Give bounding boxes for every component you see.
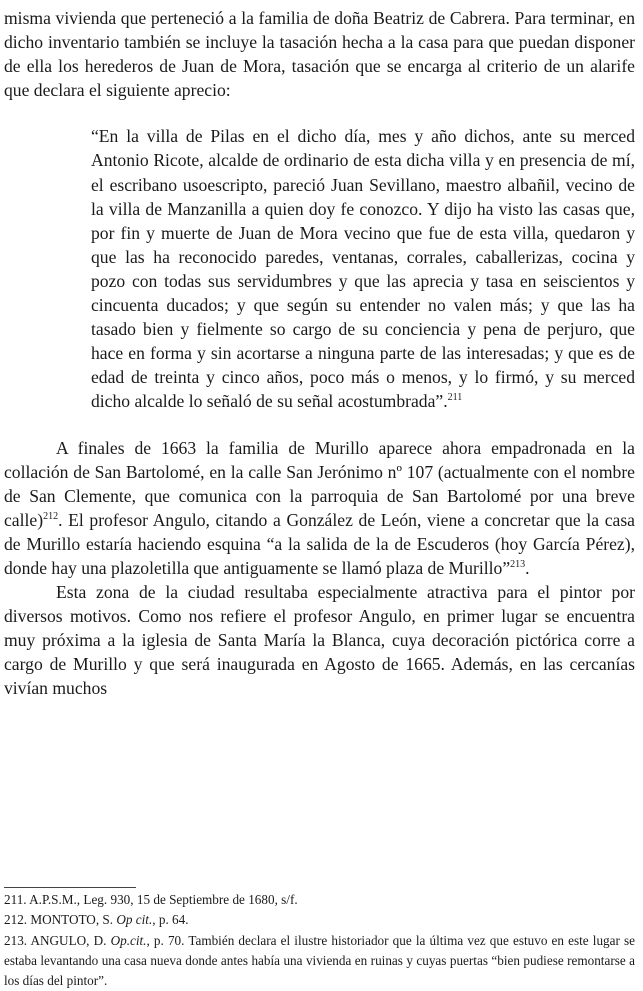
footnote-213 <box>4 931 635 991</box>
footnote-213-italic: Op.cit. <box>110 932 147 948</box>
footnote-ref-211: 211 <box>447 392 463 404</box>
paragraph-2-text-b: . El profesor Angulo, citando a González de León, viene a concretar que la casa de Murillo estaría haciendo esquina “a la salida de la de Escuderos (hoy García Pérez), donde hay una plazoletilla que antiguamente se llamó plaza de Murillo” <box>4 509 635 578</box>
footnote-212-text-b: , p. 64. <box>152 912 189 928</box>
quote-text: “En la villa de Pilas en el dicho día, mes y año dichos, ante su merced Antonio Ricote, alcalde de ordinario de esta dicha villa y en presencia de mí, el escribano usoescripto, pareció Juan Sevillano, maestro albañil, vecino de la villa de Manzanilla a quien doy fe conozco. Y dijo ha visto las casas que, por fin y muerte de Juan de Mora vecino que fue de esta villa, quedaron y que las ha reconocido paredes, ventanas, corrales, caballerizas, cocina y pozo con todas sus servidumbres y que las aprecia y tasa en seiscientos y cincuenta ducados; y que según su entender no valen más; y que las ha tasado bien y fielmente so cargo de su conciencia y pena de perjuro, que hace en forma y sin acortarse a ninguna parte de las interesadas; y que es de edad de treinta y cinco años, poco más o menos, y lo firmó, y su merced dicho alcalde lo señaló de su señal acostumbrada”. <box>91 126 635 412</box>
block-quote <box>91 124 635 413</box>
body-paragraph-2 <box>4 436 635 581</box>
paragraph-2-text-a: A finales de 1663 la familia de Murillo aparece ahora empadronada en la collación de San Bartolomé, en la calle San Jerónimo nº 107 (actualmente con el nombre de San Clemente, que comunica con la parroquia de San Bartolomé por una breve calle) <box>4 437 635 530</box>
footnote-213-text-a: 213. ANGULO, D. <box>4 932 111 948</box>
body-paragraph-1: misma vivienda que perteneció a la familia de doña Beatriz de Cabrera. Para terminar, en dicho inventario también se incluye la tasación hecha a la casa para que puedan disponer de ella los herederos de Juan de Mora, tasación que se encarga al criterio de un alarife que declara el siguiente aprecio: <box>4 8 635 101</box>
footnote-213-text-b: , p. 70. También declara el ilustre historiador que la última vez que estuvo en este lugar se estaba levantando una casa nueva donde antes había una vivienda en ruinas y cuyas puertas “bien pudiese remontarse a los días del pintor”. <box>4 932 636 989</box>
footnote-212 <box>4 910 635 930</box>
footnote-211: 211. A.P.S.M., Leg. 930, 15 de Septiembre de 1680, s/f. <box>4 892 298 907</box>
body-paragraph-3: Esta zona de la ciudad resultaba especialmente atractiva para el pintor por diversos motivos. Como nos refiere el profesor Angulo, en primer lugar se encuentra muy próxima a la iglesia de Santa María la Blanca, cuya decoración pictórica corre a cargo de Murillo y que será inaugurada en Agosto de 1665. Además, en las cercanías vivían muchos <box>4 582 635 699</box>
footnote-212-italic: Op cit. <box>116 912 153 928</box>
footnote-ref-212: 212 <box>43 510 59 522</box>
footnote-212-text-a: 212. MONTOTO, S. <box>4 912 117 928</box>
paragraph-2-text-c: . <box>525 557 530 578</box>
footnote-ref-213: 213 <box>510 559 526 571</box>
footnotes <box>4 890 635 991</box>
footnote-divider <box>4 887 136 888</box>
